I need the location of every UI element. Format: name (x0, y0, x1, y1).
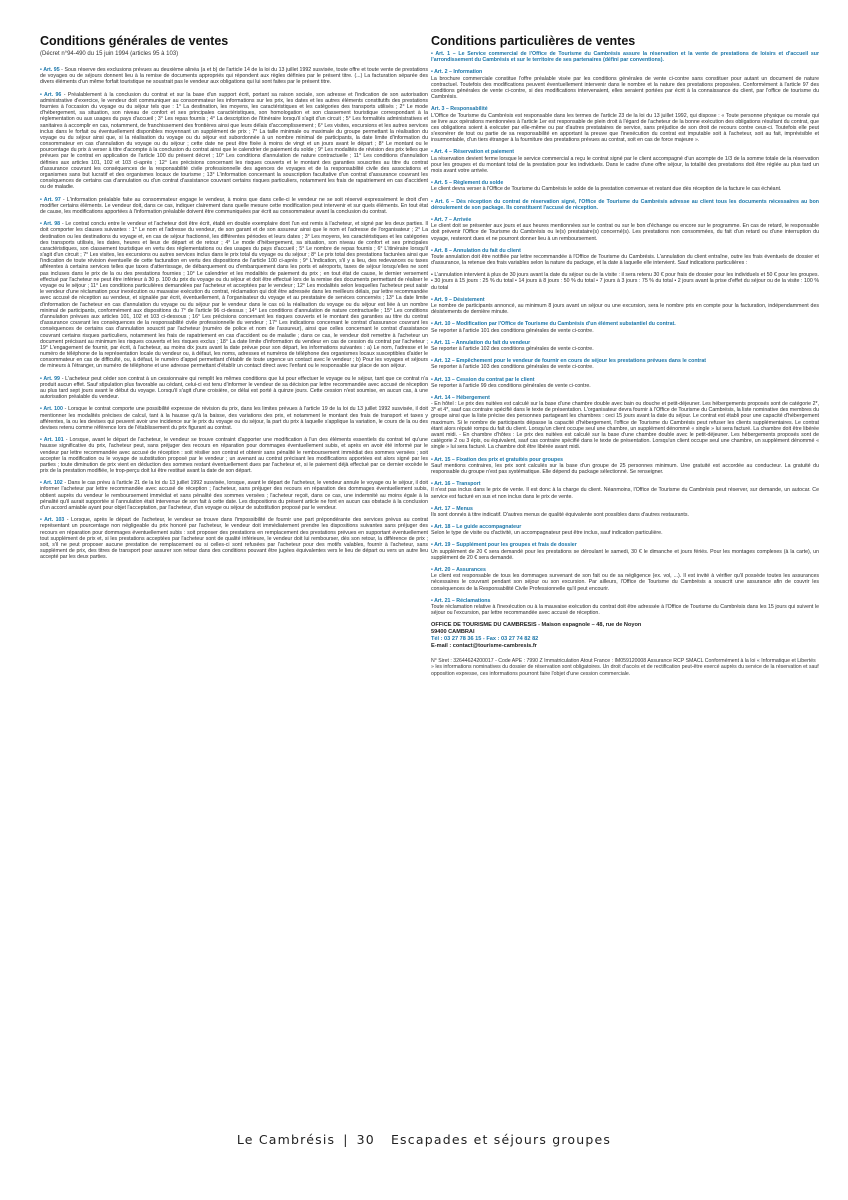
article-heading: Empêchement pour le vendeur de fournir en cours de séjour les prestations prévues dans le contrat (456, 358, 707, 365)
article-number: • Art. 95 (40, 67, 60, 73)
article-text: - En hôtel : Le prix des nuitées est calculé sur la base d'une chambre double avec bain ou douche et petit-déjeuner. Les hébergements proposés sont de catégorie 2*, 3* et 4*, sauf cas contraire spécifié dans le texte de présentation. L'organisateur devra fournir à l'Office de Tourisme du Cambrésis, la liste nominative des membres du groupe ainsi que la liste précise des personnes partageant les chambres : ceci 15 jours avant la date du séjour. Le contrat est établi pour une capacité d'hébergement maximum. Si le nombre de participants dépasse la capacité d'hébergement, l'office de Tourisme du Cambrésis peut refuser les clients supplémentaires. Le contrat étant alors réputé rompu du fait du client. Lorsqu'un client occupe seul une chambre, un supplément dénommé « single » lui sera facturé. La chambre doit être libérée avant midi. - En chambre d'hôtes : Le prix des nuitées est calculé sur la base d'une chambre double avec le petit-déjeuner. Les hébergements proposés sont de catégorie 2 ou 3 épis, ou équivalent, sauf cas contraire spécifié dans le texte de présentation. Lorsqu'un client occupe seul une chambre, un supplément dénommé « single » lui sera facturé. La chambre doit être libérée avant midi. (431, 401, 819, 451)
article-heading: Désistement (453, 296, 485, 303)
article-heading: Supplément pour les groupes et frais de dossier (456, 542, 577, 549)
article (40, 480, 428, 511)
footer-separator: | (343, 1132, 349, 1147)
article (431, 217, 819, 242)
article-heading: Menus (456, 505, 473, 512)
article (40, 197, 428, 216)
office-address: - Maison espagnole – 48, rue de Noyon (536, 622, 642, 629)
article-text: Il n'est pas inclus dans le prix de vente. Il est donc à la charge du client. Néanmoins, l'Office de Tourisme du Cambrésis peut réserver, sur demande, un autocar. Ce service est facturé en sus et non inclus dans le prix de vente. (431, 487, 819, 500)
article (431, 506, 819, 518)
article (431, 199, 819, 211)
general-conditions-title: Conditions générales de ventes (40, 34, 229, 48)
article-number: • Art. 19 – (431, 542, 457, 549)
article (431, 248, 819, 267)
article-number: • Art. 100 (40, 406, 63, 413)
article-heading: Transport (456, 481, 481, 488)
article-text: La brochure commerciale constitue l'offre préalable visée par les conditions générales de vente ci-contre sans constituer pour autant un document de nature contractuel. Toutefois des modifications peuvent éventuellement intervenir dans le nombre et la nature des prestations proposées. Conformément à l'article 97 des conditions générales de vente ci-contre, si des modifications intervenaient, elles seraient portées par écrit à la connaissance du client, par l'office de tourisme du Cambrésis. (431, 75, 819, 101)
article-number: • Art. 2 – (431, 69, 454, 76)
article-text: - Lorsque, avant le départ de l'acheteur, le vendeur se trouve contraint d'apporter une modification à l'un des éléments essentiels du contrat tel qu'une hausse significative du prix, l'acheteur peut, sans préjuger des recours en réparation pour dommages éventuellement subis, et après en avoir été informé par le vendeur par lettre recommandée avec accusé de réception : soit résilier son contrat et obtenir sans pénalité le remboursement immédiat des sommes versées ; soit accepter la modification ou le voyage de substitution proposé par le vendeur ; un avenant au contrat précisant les modifications apportées est alors signé par les parties ; toute diminution de prix vient en déduction des sommes restant éventuellement dues par l'acheteur et, si le paiement déjà effectué par ce dernier excède le prix de la prestation modifiée, le trop-perçu doit lui être restitué avant la date de son départ. (40, 437, 428, 475)
article (431, 106, 819, 143)
article (431, 51, 819, 63)
article-number: • Art. 103 (40, 517, 65, 524)
article-number: • Art. 102 (40, 480, 63, 487)
article-number: • Art. 97 (40, 196, 61, 203)
office-phone: Tél : 03 27 78 36 15 - Fax : 03 27 74 82 82 (431, 636, 539, 643)
article-heading: Dès réception du contrat de réservation signé, l'Office de Tourisme du Cambrésis adresse au client tous les documents nécessaires au bon déroulement de son package. Ils constituent l'accusé de réception. (431, 198, 820, 211)
article (40, 376, 428, 401)
article-text: Le client devra verser à l'Office de Tourisme du Cambrésis le solde de la prestation convenue et restant due dès réception de la facture le cas échéant. (431, 186, 782, 193)
article-number: • Art. 4 – (431, 149, 454, 156)
general-articles-list (40, 67, 428, 561)
office-contact-block (431, 622, 819, 650)
article-number: • Art. 9 – (431, 296, 454, 303)
article-number: • Art. 20 – (431, 567, 457, 573)
article (431, 340, 819, 352)
article-number: • Art. 16 – (431, 481, 457, 488)
article-text: Se reporter à l'article 103 des conditions générales de vente ci-contre. (431, 364, 594, 371)
decree-reference: (Décret n°94-490 du 15 juin 1994 (articles 95 à 103) (40, 51, 179, 57)
article-number: • Art. 12 – (431, 358, 457, 365)
article (431, 567, 819, 592)
article-number: • Art. 1 – (431, 51, 459, 57)
article-text: - Dans le cas prévu à l'article 21 de la loi du 13 juillet 1992 susvisée, lorsque, avant le départ de l'acheteur, le vendeur annule le voyage ou le séjour, il doit informer l'acheteur par lettre recommandée avec accusé de réception ; l'acheteur, sans préjuger des recours en réparation des dommages éventuellement subis, obtient auprès du vendeur le remboursement immédiat et sans pénalité des sommes versées ; l'acheteur reçoit, dans ce cas, une indemnité au moins égale à la pénalité qu'il aurait supportée si l'annulation était intervenue de son fait à cette date. Les dispositions du présent article ne font en aucun cas obstacle à la conclusion d'un accord amiable ayant pour objet l'acceptation, par l'acheteur, d'un voyage ou séjour de substitution proposé par le vendeur. (40, 480, 428, 511)
specific-articles-list (431, 51, 819, 616)
article-heading: Annulation du fait du client (453, 247, 521, 254)
article-number: Art. 3 – (431, 106, 451, 113)
article-number: • Art. 15 – (431, 456, 457, 463)
general-conditions-column (40, 34, 428, 567)
article-text: - L'acheteur peut céder son contrat à un cessionnaire qui remplit les mêmes conditions que lui pour effectuer le voyage ou le séjour, tant que ce contrat n'a produit aucun effet. Sauf stipulation plus favorable au cédant, celui-ci est tenu d'informer le vendeur de sa décision par lettre recommandée avec accusé de réception au plus tard sept jours avant le début du voyage. Lorsqu'il s'agit d'une croisière, ce délai est porté à quinze jours. Cette cession n'est soumise, en aucun cas, à une autorisation préalable du vendeur. (40, 375, 428, 401)
article-text: Le nombre de participants annoncé, au minimum 8 jours avant un séjour ou une excursion, sera le nombre pris en compte pour la facturation, indépendamment des désistements de dernière minute. (431, 303, 819, 316)
article-number: • Art. 11 – (431, 339, 456, 346)
article (40, 67, 428, 86)
article-heading: Le Service commercial de l'Office de Tourisme du Cambrésis assure la réservation et la vente de prestations de loisirs et d'accueil sur l'arrondissement du Cambrésis et sur le territoire de ses partenaires (défini par conventions). (431, 51, 820, 64)
article (431, 598, 819, 617)
article-text: Toute réclamation relative à l'inexécution ou à la mauvaise exécution du contrat doit être adressée à l'Office de Tourisme du Cambrésis dans les 15 jours qui suivent le séjour ou l'excursion, par lettre recommandée avec accusé de réception. (431, 603, 819, 617)
article (40, 517, 428, 560)
article-heading: Annulation du fait du vendeur (455, 339, 531, 346)
article-number: • Art. 99 (40, 375, 60, 382)
article-heading: Le guide accompagnateur (456, 524, 522, 531)
office-city: 59400 CAMBRAI (431, 629, 475, 636)
article-text: Selon le type de visite ou d'activité, un accompagnateur peut être inclus, sauf indication particulière. (431, 530, 663, 537)
article (40, 406, 428, 431)
article (431, 524, 819, 536)
article-text: - Lorsque, après le départ de l'acheteur, le vendeur se trouve dans l'impossibilité de fournir une part prépondérante des services prévus au contrat représentant un pourcentage non négligeable du prix honoré par l'acheteur, le vendeur doit immédiatement prendre les dispositions suivantes sans préjuger des recours en réparation pour dommages éventuellement subis : soit proposer des prestations en remplacement des prestations prévues en supportant éventuellement tout supplément de prix et, si les prestations acceptées par l'acheteur sont de qualité inférieure, le vendeur doit lui rembourser, dès son retour, la différence de prix ; soit, s'il ne peut proposer aucune prestation de remplacement ou si celles-ci sont refusées par l'acheteur pour des motifs valables, fournir à l'acheteur, sans supplément de prix, des titres de transport pour assurer son retour dans des conditions pouvant être jugées équivalentes vers le lieu de départ ou vers un autre lieu accepté par les deux parties. (40, 517, 428, 561)
article-heading: Cession du contrat par le client (456, 376, 535, 383)
article-number: • Art. 96 (40, 91, 62, 98)
page-number: 30 (356, 1132, 375, 1147)
article-text: Se reporter à l'article 102 des conditions générales de vente ci-contre. (431, 345, 594, 352)
article-text: Le client est responsable de tous les dommages survenant de son fait ou de sa négligence (ex. vol, ...). Il est invité à vérifier qu'il possède toutes les assurances nécessaires le couvrant pendant son séjour ou son excursion. Par ailleurs, l'Office de Tourisme du Cambrésis a souscrit une assurance afin de couvrir les conséquences de la Responsabilité Civile Professionnelle qu'il peut encourir. (431, 573, 819, 592)
article-text: L'Office de Tourisme du Cambrésis est responsable dans les termes de l'article 23 de la loi du 13 juillet 1992, qui dispose : « Toute personne physique ou morale qui se livre aux opérations mentionnées à l'article 1er est responsable de plein droit à l'égard de l'acheteur de la bonne exécution des obligations résultant du contrat, que ces obligations soient à exécuter par elle-même ou par d'autres prestataires de service, sans préjudice de son droit de recours contre ceux-ci. Toutefois elle peut s'exonérer de tout ou partie de sa responsabilité en apportant la preuve que l'inexécution du contrat est imputable soit à l'acheteur, soit au fait, imprévisible et insurmontable, d'un tiers étranger à la fourniture des prestations prévues au contrat, soit en cas de force majeure ». (431, 112, 819, 144)
article-text: Se reporter à l'article 99 des conditions générales de vente ci-contre. (431, 382, 591, 389)
office-email: E-mail : contact@tourisme-cambresis.fr (431, 643, 537, 650)
article (431, 377, 819, 389)
article (431, 272, 819, 291)
article-text: Sauf mentions contraires, les prix sont calculés sur la base d'un groupe de 25 personnes minimum. Une gratuité est accordée au conducteur. La gratuité du responsable du groupe n'est pas systématique. Elle dépend du package sélectionné. Se renseigner. (431, 462, 819, 475)
footer-section-title: Escapades et séjours groupes (390, 1132, 612, 1147)
article-number: • Art. 98 (40, 221, 61, 228)
article (40, 221, 428, 370)
article-number: • Art. 21 – (431, 597, 457, 604)
article-number: • Art. 13 – (431, 376, 457, 383)
article-text: - Lorsque le contrat comporte une possibilité expresse de révision du prix, dans les limites prévues à l'article 19 de la loi du 13 juillet 1992 susvisée, il doit mentionner les modalités précises de calcul, tant à la hausse qu'à la baisse, des variations des prix, et notamment le montant des frais de transport et taxes y afférentes, la ou les devises qui peuvent avoir une incidence sur le prix du voyage ou du séjour, la part du prix à laquelle s'applique la variation, le cours de la ou des devises retenu comme référence lors de l'établissement du prix figurant au contrat. (40, 406, 428, 431)
article (431, 457, 819, 476)
article (431, 395, 819, 451)
article-text: Toute annulation doit être notifiée par lettre recommandée à l'Office de Tourisme du Cambrésis. L'annulation du client entraîne, outre les frais éventuels de dossier et d'assurance, la retenue des frais variables selon la nature du package, et la date à laquelle elle intervient. Sauf indications particulières : (431, 253, 819, 267)
article-heading: Fixation des prix et gratuités pour groupes (456, 456, 564, 463)
article-heading: Information (453, 69, 483, 76)
article (431, 542, 819, 561)
article-heading: Réservation et paiement (453, 149, 515, 156)
legal-notice: N° Siret : 32644624200017 - Code APE : 7990 Z Immatriculation Atout France : IM059120008 Assurance RCP SMACL Conformément à la loi « Informatique et Libertés » les informations nominatives du dossier de réservation sont obligatoires. Un droit d'accès et de rectification peut-être exercé auprès du service de la réservation et sauf opposition expresse, ces informations pourront faire l'objet d'une cession commerciale. (431, 658, 819, 677)
article (431, 69, 819, 100)
article (431, 180, 819, 192)
article-text: - L'information préalable faite au consommateur engage le vendeur, à moins que dans celle-ci le vendeur ne se soit réservé expressément le droit d'en modifier certains éléments. Le vendeur doit, dans ce cas, indiquer clairement dans quelle mesure cette modification peut intervenir et sur quels éléments. En tout état de cause, les modifications apportées à l'information préalable doivent être communiquées par écrit au consommateur avant la conclusion du contrat. (40, 196, 428, 215)
article-number: • Art. 101 (40, 437, 64, 444)
office-name: OFFICE DE TOURISME DU CAMBRESIS (431, 622, 537, 629)
footer-region: Le Cambrésis (236, 1132, 336, 1147)
specific-conditions-title: Conditions particulières de ventes (431, 34, 636, 48)
article-text: Se reporter à l'article 101 des conditions générales de vente ci-contre. (431, 327, 594, 334)
article-heading: Règlement du solde (453, 180, 504, 187)
article-number: • Art. 5 – (431, 180, 454, 187)
article-text: • L'annulation intervient à plus de 30 jours avant la date du séjour ou de la visite : il sera retenu 30 € pour frais de dossier pour les individuels et 50 € pour les groupes. • 30 jours à 15 jours : 25 % du total • 14 jours à 8 jours : 50 % du total • 7 jours à 3 jours : 75 % du total • 2 jours avant la prise d'effet du séjour ou de la visite : 100 % du total (431, 272, 819, 291)
article (40, 437, 428, 474)
article (40, 92, 428, 191)
article-number: • Art. 17 – (431, 505, 457, 512)
article (431, 149, 819, 174)
article (431, 297, 819, 316)
article-number: • Art. 14 – (431, 394, 457, 401)
article-text: Un supplément de 20 € sera demandé pour les prestations se déroulant le samedi, 30 € le dimanche et jours fériés. Pour les montages complexes (à la carte), un supplément de 20 € sera demandé. (431, 548, 819, 561)
article-number: • Art. 10 – (431, 321, 457, 328)
page-footer (0, 1132, 848, 1147)
specific-conditions-column (431, 34, 819, 677)
article-heading: Réclamations (456, 597, 491, 604)
article-heading: Assurances (456, 567, 486, 573)
article-text: Le client doit se présenter aux jours et aux heures mentionnées sur le contrat ou sur le bon d'échange ou encore sur le programme. En cas de retard, le responsable doit prévenir l'Office de Tourisme du Cambrésis ou le(s) prestataire(s) concerné(s). Les prestations non consommées, du fait d'un retard ou d'une interruption du voyage, resteront dues et ne pourront donner lieu à un remboursement. (431, 223, 819, 242)
article-heading: Modification par l'Office de Tourisme du Cambrésis d'un élément substantiel du contrat. (456, 321, 676, 328)
article-text: - Sous réserve des exclusions prévues au deuxième alinéa (a et b) de l'article 14 de la loi du 13 juillet 1992 susvisée, toute offre et toute vente de prestations de voyages ou de séjours donnent lieu à la remise de documents appropriés qui répondent aux règles définies par le présent titre. (...) La facturation séparée des divers éléments d'un même forfait touristique ne soustrait pas le vendeur aux obligations qui lui sont faites par le présent titre. (40, 67, 428, 86)
article-number: • Art. 8 – (431, 247, 454, 254)
article-number: • Art. 7 – (431, 216, 454, 223)
article-text: Ils sont donnés à titre indicatif. D'autres menus de qualité équivalente sont possibles dans d'autres restaurants. (431, 511, 689, 518)
article-number: • Art. 6 – (431, 198, 457, 205)
article-heading: Responsabilité (450, 106, 488, 113)
article-number: • Art. 18 – (431, 524, 457, 531)
article-heading: Hébergement (456, 394, 490, 401)
article-text: - Le contrat conclu entre le vendeur et l'acheteur doit être écrit, établi en double exemplaire dont l'un est remis à l'acheteur, et signé par les deux parties. Il doit comporter les clauses suivantes : 1° Le nom et l'adresse du vendeur, de son garant et de son assureur ainsi que le nom et l'adresse de l'organisateur ; 2° La destination ou les destinations du voyage et, en cas de séjour fractionné, les différentes périodes et leurs dates ; 3° Les moyens, les caractéristiques et les catégories des transports utilisés, les dates, heures et lieux de départ et de retour ; 4° Le mode d'hébergement, sa situation, son niveau de confort et ses principales caractéristiques, son classement touristique en vertu des réglementations ou des usages du pays d'accueil ; 5° Le nombre de repas fournis ; 6° L'itinéraire lorsqu'il s'agit d'un circuit ; 7° Les visites, les excursions ou autres services inclus dans le prix total du voyage ou du séjour ; 8° Le prix total des prestations facturées ainsi que l'indication de toute révision éventuelle de cette facturation en vertu des dispositions de l'article 100 ci-après ; 9° L'indication, s'il y a lieu, des redevances ou taxes afférentes à certains services telles que taxes d'atterrissage, de débarquement ou d'embarquement dans les ports et aéroports, taxes de séjour lorsqu'elles ne sont pas incluses dans le prix de la ou des prestations fournies ; 10° Le calendrier et les modalités de paiement du prix ; en tout état de cause, le dernier versement effectué par l'acheteur ne peut être inférieur à 30 p. 100 du prix du voyage ou du séjour et doit être effectué lors de la remise des documents permettant de réaliser le voyage ou le séjour ; 11° Les conditions particulières demandées par l'acheteur et acceptées par le vendeur ; 12° Les modalités selon lesquelles l'acheteur peut saisir le vendeur d'une réclamation pour inexécution ou mauvaise exécution du contrat, réclamation qui doit être adressée dans les meilleurs délais, par lettre recommandée avec accusé de réception au vendeur, et signalée par écrit, éventuellement, à l'organisateur du voyage et au prestataire de services concernés ; 13° La date limite d'information de l'acheteur en cas d'annulation du voyage ou du séjour par le vendeur dans le cas où la réalisation du voyage ou du séjour est liée à un nombre minimal de participants, conformément aux dispositions du 7° de l'article 96 ci-dessus ; 14° Les conditions d'annulation de nature contractuelle ; 15° Les conditions d'annulation prévues aux articles 101, 102 et 103 ci-dessous ; 16° Les précisions concernant les risques couverts et le montant des garanties au titre du contrat d'assurance couvrant les conséquences de la responsabilité civile professionnelle du vendeur ; 17° Les indications concernant le contrat d'assurance couvrant les conséquences de certains cas d'annulation souscrit par l'acheteur (numéro de police et nom de l'assureur), ainsi que celles concernant le contrat d'assistance couvrant certains risques particuliers, notamment les frais de rapatriement en cas d'accident ou de maladie ; dans ce cas, le vendeur doit remettre à l'acheteur un document précisant au minimum les risques couverts et les risques exclus ; 18° La date limite d'information du vendeur en cas de cession du contrat par l'acheteur ; 19° L'engagement de fournir, par écrit, à l'acheteur, au moins dix jours avant la date prévue pour son départ, les informations suivantes : a) Le nom, l'adresse et le numéro de téléphone de la représentation locale du vendeur ou, à défaut, les noms, adresses et numéros de téléphone des organismes locaux susceptibles d'aider le consommateur en cas de difficulté, ou, à défaut, le numéro d'appel permettant d'établir de toute urgence un contact avec le vendeur ; b) Pour les voyages et séjours de mineurs à l'étranger, un numéro de téléphone et une adresse permettant d'établir un contact direct avec l'enfant ou le responsable sur place de son séjour. (40, 221, 428, 370)
article (431, 481, 819, 500)
article-text: La réservation devient ferme lorsque le service commercial a reçu le contrat signé par le client accompagné d'un acompte de 1/3 de la somme totale de la réservation pour les groupes et du montant total de la prestation pour les individuels. Dans le cadre d'une offre séjour, la totalité des prestations doit être réglée au plus tard un mois avant votre arrivée. (431, 155, 819, 174)
article-heading: Arrivée (453, 216, 472, 223)
article (431, 358, 819, 370)
article (431, 321, 819, 333)
article-text: - Préalablement à la conclusion du contrat et sur la base d'un support écrit, portant sa raison sociale, son adresse et l'indication de son autorisation administrative d'exercice, le vendeur doit communiquer au consommateur les informations sur les prix, les dates et les autres éléments constitutifs des prestations fournies à l'occasion du voyage ou du séjour tels que : 1° La destination, les moyens, les caractéristiques et les catégories des transports utilisés ; 2° Le mode d'hébergement, sa situation, son niveau de confort et ses principales caractéristiques, son homologation et son classement touristique correspondant à la réglementation ou aux usages du pays d'accueil ; 3° Les repas fournis ; 4° La description de l'itinéraire lorsqu'il s'agit d'un circuit ; 5° Les formalités administratives et sanitaires à accomplir en cas, notamment, de franchissement des frontières ainsi que leurs délais d'accomplissement ; 6° Les visites, excursions et les autres services inclus dans le forfait ou éventuellement disponibles moyennant un supplément de prix ; 7° La taille minimale ou maximale du groupe permettant la réalisation du voyage ou du séjour ainsi que, si la réalisation du voyage ou du séjour est subordonnée à un nombre minimal de participants, la date limite d'information du consommateur en cas d'annulation du voyage ou du séjour ; cette date ne peut être fixée à moins de vingt et un jours avant le départ ; 8° Le montant ou le pourcentage du prix à verser à titre d'acompte à la conclusion du contrat ainsi que le calendrier de paiement du solde ; 9° Les modalités de révision des prix telles que prévues par le contrat en application de l'article 100 du présent décret ; 10° Les conditions d'annulation de nature contractuelle ; 11° Les conditions d'annulation définies aux articles 101, 102 et 103 ci-après ; 12° Les précisions concernant les risques couverts et le montant des garanties souscrites au titre du contrat d'assurance couvrant les conséquences de la responsabilité civile professionnelle des agences de voyages et de la responsabilité civile des associations et organismes sans but lucratif et des organismes locaux de tourisme ; 13° L'information concernant la souscription facultative d'un contrat d'assurance couvrant les conséquences de certains cas d'annulation ou d'un contrat d'assistance couvrant certains risques particuliers, notamment les frais de rapatriement en cas d'accident ou de maladie. (40, 91, 428, 191)
